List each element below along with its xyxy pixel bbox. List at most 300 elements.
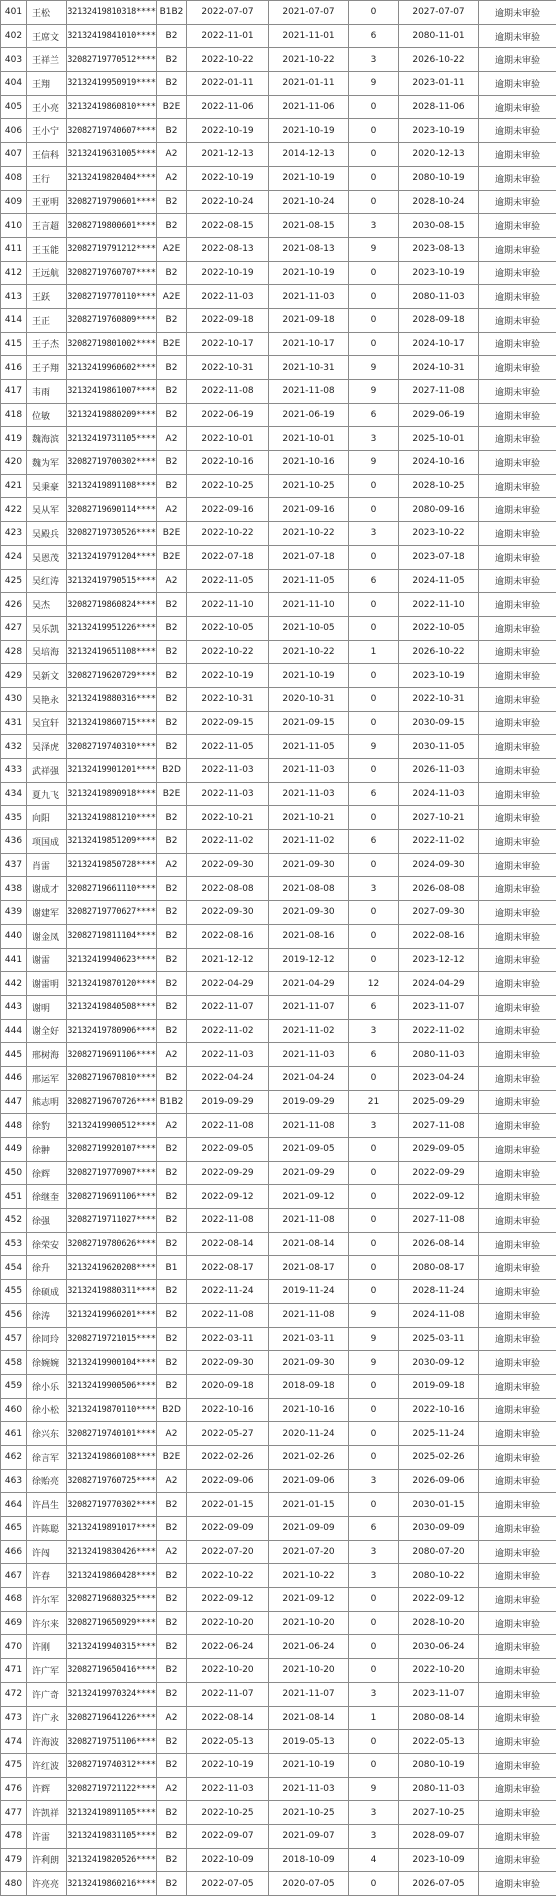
driver-name: 徐升: [27, 1256, 67, 1280]
valid-until-date: 2027-11-08: [399, 1114, 479, 1138]
id-number: 32132419951226****: [67, 616, 157, 640]
penalty-points: 0: [349, 143, 399, 167]
valid-until-date: 2028-10-20: [399, 1611, 479, 1635]
id-number: 32132419631005****: [67, 143, 157, 167]
license-class: B2: [157, 995, 187, 1019]
status-cell: 逾期未审验: [479, 1138, 556, 1162]
license-class: A2: [157, 498, 187, 522]
id-number: 32082719690114****: [67, 498, 157, 522]
driver-name: 王玉能: [27, 237, 67, 261]
penalty-points: 0: [349, 1398, 399, 1422]
valid-from-date: 2021-09-15: [269, 711, 349, 735]
id-number: 32082719791212****: [67, 237, 157, 261]
id-number: 32082719670810****: [67, 1066, 157, 1090]
table-row: [1, 1517, 556, 1541]
row-number: 448: [1, 1114, 27, 1138]
id-number: 32082719770110****: [67, 285, 157, 309]
penalty-points: 9: [349, 237, 399, 261]
status-cell: 逾期未审验: [479, 1303, 556, 1327]
issue-date: 2022-05-13: [187, 1730, 269, 1754]
driver-name: 徐贻亮: [27, 1469, 67, 1493]
id-number: 32132419940315****: [67, 1635, 157, 1659]
license-class: B2: [157, 261, 187, 285]
license-class: B2: [157, 948, 187, 972]
row-number: 415: [1, 332, 27, 356]
id-number: 32082719760707****: [67, 261, 157, 285]
issue-date: 2022-08-16: [187, 924, 269, 948]
row-number: 452: [1, 1209, 27, 1233]
issue-date: 2022-04-29: [187, 972, 269, 996]
license-class: A2E: [157, 285, 187, 309]
penalty-points: 0: [349, 1422, 399, 1446]
penalty-points: 6: [349, 1043, 399, 1067]
status-cell: 逾期未审验: [479, 403, 556, 427]
id-number: 32132419880311****: [67, 1280, 157, 1304]
driver-name: 王远航: [27, 261, 67, 285]
status-cell: 逾期未审验: [479, 830, 556, 854]
status-cell: 逾期未审验: [479, 901, 556, 925]
driver-name: 徐小乐: [27, 1374, 67, 1398]
license-class: B2E: [157, 545, 187, 569]
valid-from-date: 2021-09-30: [269, 1351, 349, 1375]
valid-until-date: 2023-10-19: [399, 119, 479, 143]
penalty-points: 0: [349, 261, 399, 285]
id-number: 32082719680325****: [67, 1588, 157, 1612]
status-cell: 逾期未审验: [479, 782, 556, 806]
table-row: [1, 332, 556, 356]
issue-date: 2022-11-03: [187, 782, 269, 806]
table-row: [1, 1469, 556, 1493]
id-number: 32082719650416****: [67, 1659, 157, 1683]
license-class: B2: [157, 735, 187, 759]
valid-until-date: 2024-04-29: [399, 972, 479, 996]
driver-name: 王子翔: [27, 356, 67, 380]
penalty-points: 0: [349, 95, 399, 119]
row-number: 435: [1, 806, 27, 830]
valid-until-date: 2080-11-03: [399, 1777, 479, 1801]
table-row: [1, 214, 556, 238]
license-class: B2: [157, 901, 187, 925]
valid-from-date: 2021-10-01: [269, 427, 349, 451]
table-row: [1, 474, 556, 498]
status-cell: 逾期未审验: [479, 1564, 556, 1588]
driver-name: 王席文: [27, 24, 67, 48]
id-number: 32132419901201****: [67, 759, 157, 783]
valid-until-date: 2080-11-01: [399, 24, 479, 48]
license-class: B2: [157, 1374, 187, 1398]
table-row: [1, 48, 556, 72]
row-number: 442: [1, 972, 27, 996]
valid-from-date: 2020-11-24: [269, 1422, 349, 1446]
table-row: [1, 356, 556, 380]
issue-date: 2022-11-05: [187, 735, 269, 759]
valid-from-date: 2021-09-18: [269, 308, 349, 332]
valid-until-date: 2027-09-30: [399, 901, 479, 925]
row-number: 450: [1, 1161, 27, 1185]
table-row: [1, 1, 556, 25]
row-number: 407: [1, 143, 27, 167]
license-class: A2E: [157, 237, 187, 261]
status-cell: 逾期未审验: [479, 1090, 556, 1114]
valid-until-date: 2022-08-16: [399, 924, 479, 948]
id-number: 32132419840508****: [67, 995, 157, 1019]
status-cell: 逾期未审验: [479, 972, 556, 996]
row-number: 402: [1, 24, 27, 48]
id-number: 32082719770907****: [67, 1161, 157, 1185]
id-number: 32132419820526****: [67, 1848, 157, 1872]
issue-date: 2022-11-08: [187, 1114, 269, 1138]
penalty-points: 9: [349, 1303, 399, 1327]
penalty-points: 0: [349, 545, 399, 569]
valid-from-date: 2021-04-24: [269, 1066, 349, 1090]
issue-date: 2022-10-19: [187, 1753, 269, 1777]
license-class: B2: [157, 640, 187, 664]
issue-date: 2022-08-14: [187, 1706, 269, 1730]
valid-until-date: 2026-11-03: [399, 759, 479, 783]
penalty-points: 9: [349, 1351, 399, 1375]
penalty-points: 0: [349, 1161, 399, 1185]
valid-from-date: 2021-11-07: [269, 995, 349, 1019]
row-number: 431: [1, 711, 27, 735]
license-class: B2: [157, 1682, 187, 1706]
valid-from-date: 2021-10-25: [269, 474, 349, 498]
row-number: 469: [1, 1611, 27, 1635]
status-cell: 逾期未审验: [479, 1824, 556, 1848]
penalty-points: 0: [349, 1611, 399, 1635]
issue-date: 2022-08-17: [187, 1256, 269, 1280]
status-cell: 逾期未审验: [479, 285, 556, 309]
table-row: [1, 522, 556, 546]
penalty-points: 12: [349, 972, 399, 996]
status-cell: 逾期未审验: [479, 1517, 556, 1541]
penalty-points: 9: [349, 735, 399, 759]
issue-date: 2022-11-03: [187, 1777, 269, 1801]
status-cell: 逾期未审验: [479, 474, 556, 498]
driver-name: 吴乐凯: [27, 616, 67, 640]
penalty-points: 6: [349, 995, 399, 1019]
id-number: 32082719721122****: [67, 1777, 157, 1801]
valid-until-date: 2023-10-19: [399, 664, 479, 688]
driver-name: 许凯祥: [27, 1801, 67, 1825]
valid-from-date: 2021-10-21: [269, 806, 349, 830]
issue-date: 2022-11-08: [187, 1303, 269, 1327]
table-body: [1, 1, 556, 1896]
status-cell: 逾期未审验: [479, 427, 556, 451]
penalty-points: 0: [349, 1280, 399, 1304]
table-row: [1, 569, 556, 593]
status-cell: 逾期未审验: [479, 214, 556, 238]
id-number: 32082719760809****: [67, 308, 157, 332]
driver-name: 魏为军: [27, 451, 67, 475]
status-cell: 逾期未审验: [479, 190, 556, 214]
status-cell: 逾期未审验: [479, 995, 556, 1019]
driver-name: 许昌生: [27, 1493, 67, 1517]
id-number: 32132419960602****: [67, 356, 157, 380]
valid-from-date: 2021-03-11: [269, 1327, 349, 1351]
status-cell: 逾期未审验: [479, 1848, 556, 1872]
issue-date: 2022-07-05: [187, 1872, 269, 1896]
valid-from-date: 2021-11-02: [269, 1019, 349, 1043]
license-class: B2: [157, 308, 187, 332]
driver-name: 王正: [27, 308, 67, 332]
table-row: [1, 1280, 556, 1304]
license-class: A2: [157, 1469, 187, 1493]
status-cell: 逾期未审验: [479, 806, 556, 830]
row-number: 466: [1, 1540, 27, 1564]
valid-until-date: 2028-10-24: [399, 190, 479, 214]
driver-name: 谢全好: [27, 1019, 67, 1043]
driver-name: 徐继奎: [27, 1185, 67, 1209]
table-row: [1, 853, 556, 877]
table-row: [1, 1090, 556, 1114]
valid-until-date: 2027-11-08: [399, 380, 479, 404]
driver-name: 许陈聪: [27, 1517, 67, 1541]
status-cell: 逾期未审验: [479, 1422, 556, 1446]
status-cell: 逾期未审验: [479, 48, 556, 72]
status-cell: 逾期未审验: [479, 1161, 556, 1185]
issue-date: 2019-09-29: [187, 1090, 269, 1114]
row-number: 409: [1, 190, 27, 214]
license-class: B2: [157, 1659, 187, 1683]
id-number: 32082719740101****: [67, 1422, 157, 1446]
penalty-points: 0: [349, 616, 399, 640]
penalty-points: 3: [349, 48, 399, 72]
status-cell: 逾期未审验: [479, 1611, 556, 1635]
license-class: B2E: [157, 332, 187, 356]
issue-date: 2022-09-05: [187, 1138, 269, 1162]
valid-until-date: 2080-10-22: [399, 1564, 479, 1588]
row-number: 406: [1, 119, 27, 143]
driver-name: 徐硕成: [27, 1280, 67, 1304]
license-class: A2: [157, 143, 187, 167]
penalty-points: 0: [349, 285, 399, 309]
status-cell: 逾期未审验: [479, 72, 556, 96]
valid-until-date: 2025-10-01: [399, 427, 479, 451]
id-number: 32082719700302****: [67, 451, 157, 475]
valid-from-date: 2018-09-18: [269, 1374, 349, 1398]
license-class: A2: [157, 1706, 187, 1730]
row-number: 429: [1, 664, 27, 688]
penalty-points: 0: [349, 1445, 399, 1469]
valid-from-date: 2021-11-10: [269, 593, 349, 617]
status-cell: 逾期未审验: [479, 1043, 556, 1067]
status-cell: 逾期未审验: [479, 664, 556, 688]
valid-from-date: 2021-11-07: [269, 1682, 349, 1706]
table-row: [1, 1161, 556, 1185]
driver-name: 邢树海: [27, 1043, 67, 1067]
valid-from-date: 2021-10-17: [269, 332, 349, 356]
row-number: 456: [1, 1303, 27, 1327]
table-row: [1, 664, 556, 688]
id-number: 32132419891017****: [67, 1517, 157, 1541]
valid-from-date: 2021-06-24: [269, 1635, 349, 1659]
id-number: 32132419860428****: [67, 1564, 157, 1588]
status-cell: 逾期未审验: [479, 237, 556, 261]
valid-until-date: 2080-10-19: [399, 166, 479, 190]
driver-name: 熊志明: [27, 1090, 67, 1114]
row-number: 418: [1, 403, 27, 427]
valid-from-date: 2021-10-31: [269, 356, 349, 380]
row-number: 424: [1, 545, 27, 569]
license-class: B2E: [157, 95, 187, 119]
table-row: [1, 1043, 556, 1067]
issue-date: 2020-09-18: [187, 1374, 269, 1398]
driver-name: 吴新文: [27, 664, 67, 688]
table-row: [1, 1185, 556, 1209]
valid-until-date: 2022-05-13: [399, 1730, 479, 1754]
valid-until-date: 2023-11-07: [399, 995, 479, 1019]
valid-from-date: 2021-07-20: [269, 1540, 349, 1564]
table-row: [1, 1588, 556, 1612]
valid-until-date: 2027-10-21: [399, 806, 479, 830]
table-row: [1, 498, 556, 522]
issue-date: 2022-11-06: [187, 95, 269, 119]
driver-name: 王小亮: [27, 95, 67, 119]
valid-from-date: 2021-01-15: [269, 1493, 349, 1517]
valid-from-date: 2021-11-02: [269, 830, 349, 854]
row-number: 413: [1, 285, 27, 309]
valid-until-date: 2022-10-05: [399, 616, 479, 640]
table-row: [1, 830, 556, 854]
table-row: [1, 1256, 556, 1280]
valid-until-date: 2029-06-19: [399, 403, 479, 427]
row-number: 438: [1, 877, 27, 901]
status-cell: 逾期未审验: [479, 711, 556, 735]
id-number: 32082719650929****: [67, 1611, 157, 1635]
penalty-points: 0: [349, 948, 399, 972]
valid-until-date: 2025-02-26: [399, 1445, 479, 1469]
status-cell: 逾期未审验: [479, 332, 556, 356]
license-class: B2: [157, 24, 187, 48]
issue-date: 2022-10-25: [187, 474, 269, 498]
issue-date: 2022-01-15: [187, 1493, 269, 1517]
penalty-points: 0: [349, 498, 399, 522]
valid-from-date: 2021-06-19: [269, 403, 349, 427]
valid-until-date: 2026-09-06: [399, 1469, 479, 1493]
table-row: [1, 711, 556, 735]
valid-until-date: 2023-10-19: [399, 261, 479, 285]
penalty-points: 0: [349, 806, 399, 830]
row-number: 425: [1, 569, 27, 593]
penalty-points: 9: [349, 72, 399, 96]
penalty-points: 0: [349, 308, 399, 332]
row-number: 420: [1, 451, 27, 475]
status-cell: 逾期未审验: [479, 1019, 556, 1043]
license-class: B2: [157, 1824, 187, 1848]
driver-name: 魏海滨: [27, 427, 67, 451]
table-row: [1, 1374, 556, 1398]
id-number: 32132419651108****: [67, 640, 157, 664]
issue-date: 2022-11-07: [187, 1682, 269, 1706]
status-cell: 逾期未审验: [479, 569, 556, 593]
issue-date: 2022-09-30: [187, 853, 269, 877]
penalty-points: 0: [349, 687, 399, 711]
row-number: 472: [1, 1682, 27, 1706]
penalty-points: 1: [349, 1706, 399, 1730]
issue-date: 2022-10-25: [187, 1801, 269, 1825]
driver-name: 吴殿兵: [27, 522, 67, 546]
valid-from-date: 2021-11-03: [269, 285, 349, 309]
id-number: 32082719730526****: [67, 522, 157, 546]
status-cell: 逾期未审验: [479, 1872, 556, 1896]
table-row: [1, 1635, 556, 1659]
valid-until-date: 2030-09-12: [399, 1351, 479, 1375]
id-number: 32082719811104****: [67, 924, 157, 948]
valid-from-date: 2021-11-05: [269, 569, 349, 593]
row-number: 422: [1, 498, 27, 522]
status-cell: 逾期未审验: [479, 735, 556, 759]
license-class: B2: [157, 687, 187, 711]
valid-until-date: 2023-11-07: [399, 1682, 479, 1706]
row-number: 423: [1, 522, 27, 546]
status-cell: 逾期未审验: [479, 451, 556, 475]
driver-name: 徐豹: [27, 1114, 67, 1138]
valid-until-date: 2022-11-10: [399, 593, 479, 617]
valid-from-date: 2021-10-22: [269, 522, 349, 546]
status-cell: 逾期未审验: [479, 1351, 556, 1375]
issue-date: 2022-07-20: [187, 1540, 269, 1564]
status-cell: 逾期未审验: [479, 1280, 556, 1304]
table-row: [1, 1777, 556, 1801]
valid-from-date: 2019-11-24: [269, 1280, 349, 1304]
valid-from-date: 2021-11-03: [269, 759, 349, 783]
penalty-points: 3: [349, 1824, 399, 1848]
row-number: 475: [1, 1753, 27, 1777]
id-number: 32132419790515****: [67, 569, 157, 593]
driver-name: 武祥强: [27, 759, 67, 783]
valid-until-date: 2027-11-08: [399, 1209, 479, 1233]
license-class: B2: [157, 1730, 187, 1754]
status-cell: 逾期未审验: [479, 1445, 556, 1469]
driver-name: 吴红涛: [27, 569, 67, 593]
issue-date: 2022-04-24: [187, 1066, 269, 1090]
status-cell: 逾期未审验: [479, 924, 556, 948]
license-class: B2: [157, 1019, 187, 1043]
table-row: [1, 1659, 556, 1683]
issue-date: 2022-11-03: [187, 285, 269, 309]
driver-name: 徐荣安: [27, 1232, 67, 1256]
issue-date: 2022-10-09: [187, 1848, 269, 1872]
penalty-points: 6: [349, 830, 399, 854]
id-number: 32082719661110****: [67, 877, 157, 901]
license-class: B2: [157, 1564, 187, 1588]
id-number: 32082719721015****: [67, 1327, 157, 1351]
valid-until-date: 2026-08-08: [399, 877, 479, 901]
license-class: A2: [157, 1540, 187, 1564]
valid-until-date: 2024-11-03: [399, 782, 479, 806]
status-cell: 逾期未审验: [479, 24, 556, 48]
penalty-points: 0: [349, 190, 399, 214]
table-row: [1, 1422, 556, 1446]
id-number: 32082719760725****: [67, 1469, 157, 1493]
valid-from-date: 2021-10-22: [269, 1564, 349, 1588]
id-number: 32132419780906****: [67, 1019, 157, 1043]
table-row: [1, 237, 556, 261]
issue-date: 2022-11-05: [187, 569, 269, 593]
driver-name: 徐小松: [27, 1398, 67, 1422]
valid-from-date: 2021-02-26: [269, 1445, 349, 1469]
valid-until-date: 2024-10-31: [399, 356, 479, 380]
valid-from-date: 2021-11-08: [269, 1114, 349, 1138]
table-row: [1, 1872, 556, 1896]
table-row: [1, 166, 556, 190]
license-class: B2: [157, 1303, 187, 1327]
valid-until-date: 2027-07-07: [399, 1, 479, 25]
valid-until-date: 2024-10-16: [399, 451, 479, 475]
driver-name: 徐强: [27, 1209, 67, 1233]
valid-until-date: 2025-11-24: [399, 1422, 479, 1446]
row-number: 460: [1, 1398, 27, 1422]
